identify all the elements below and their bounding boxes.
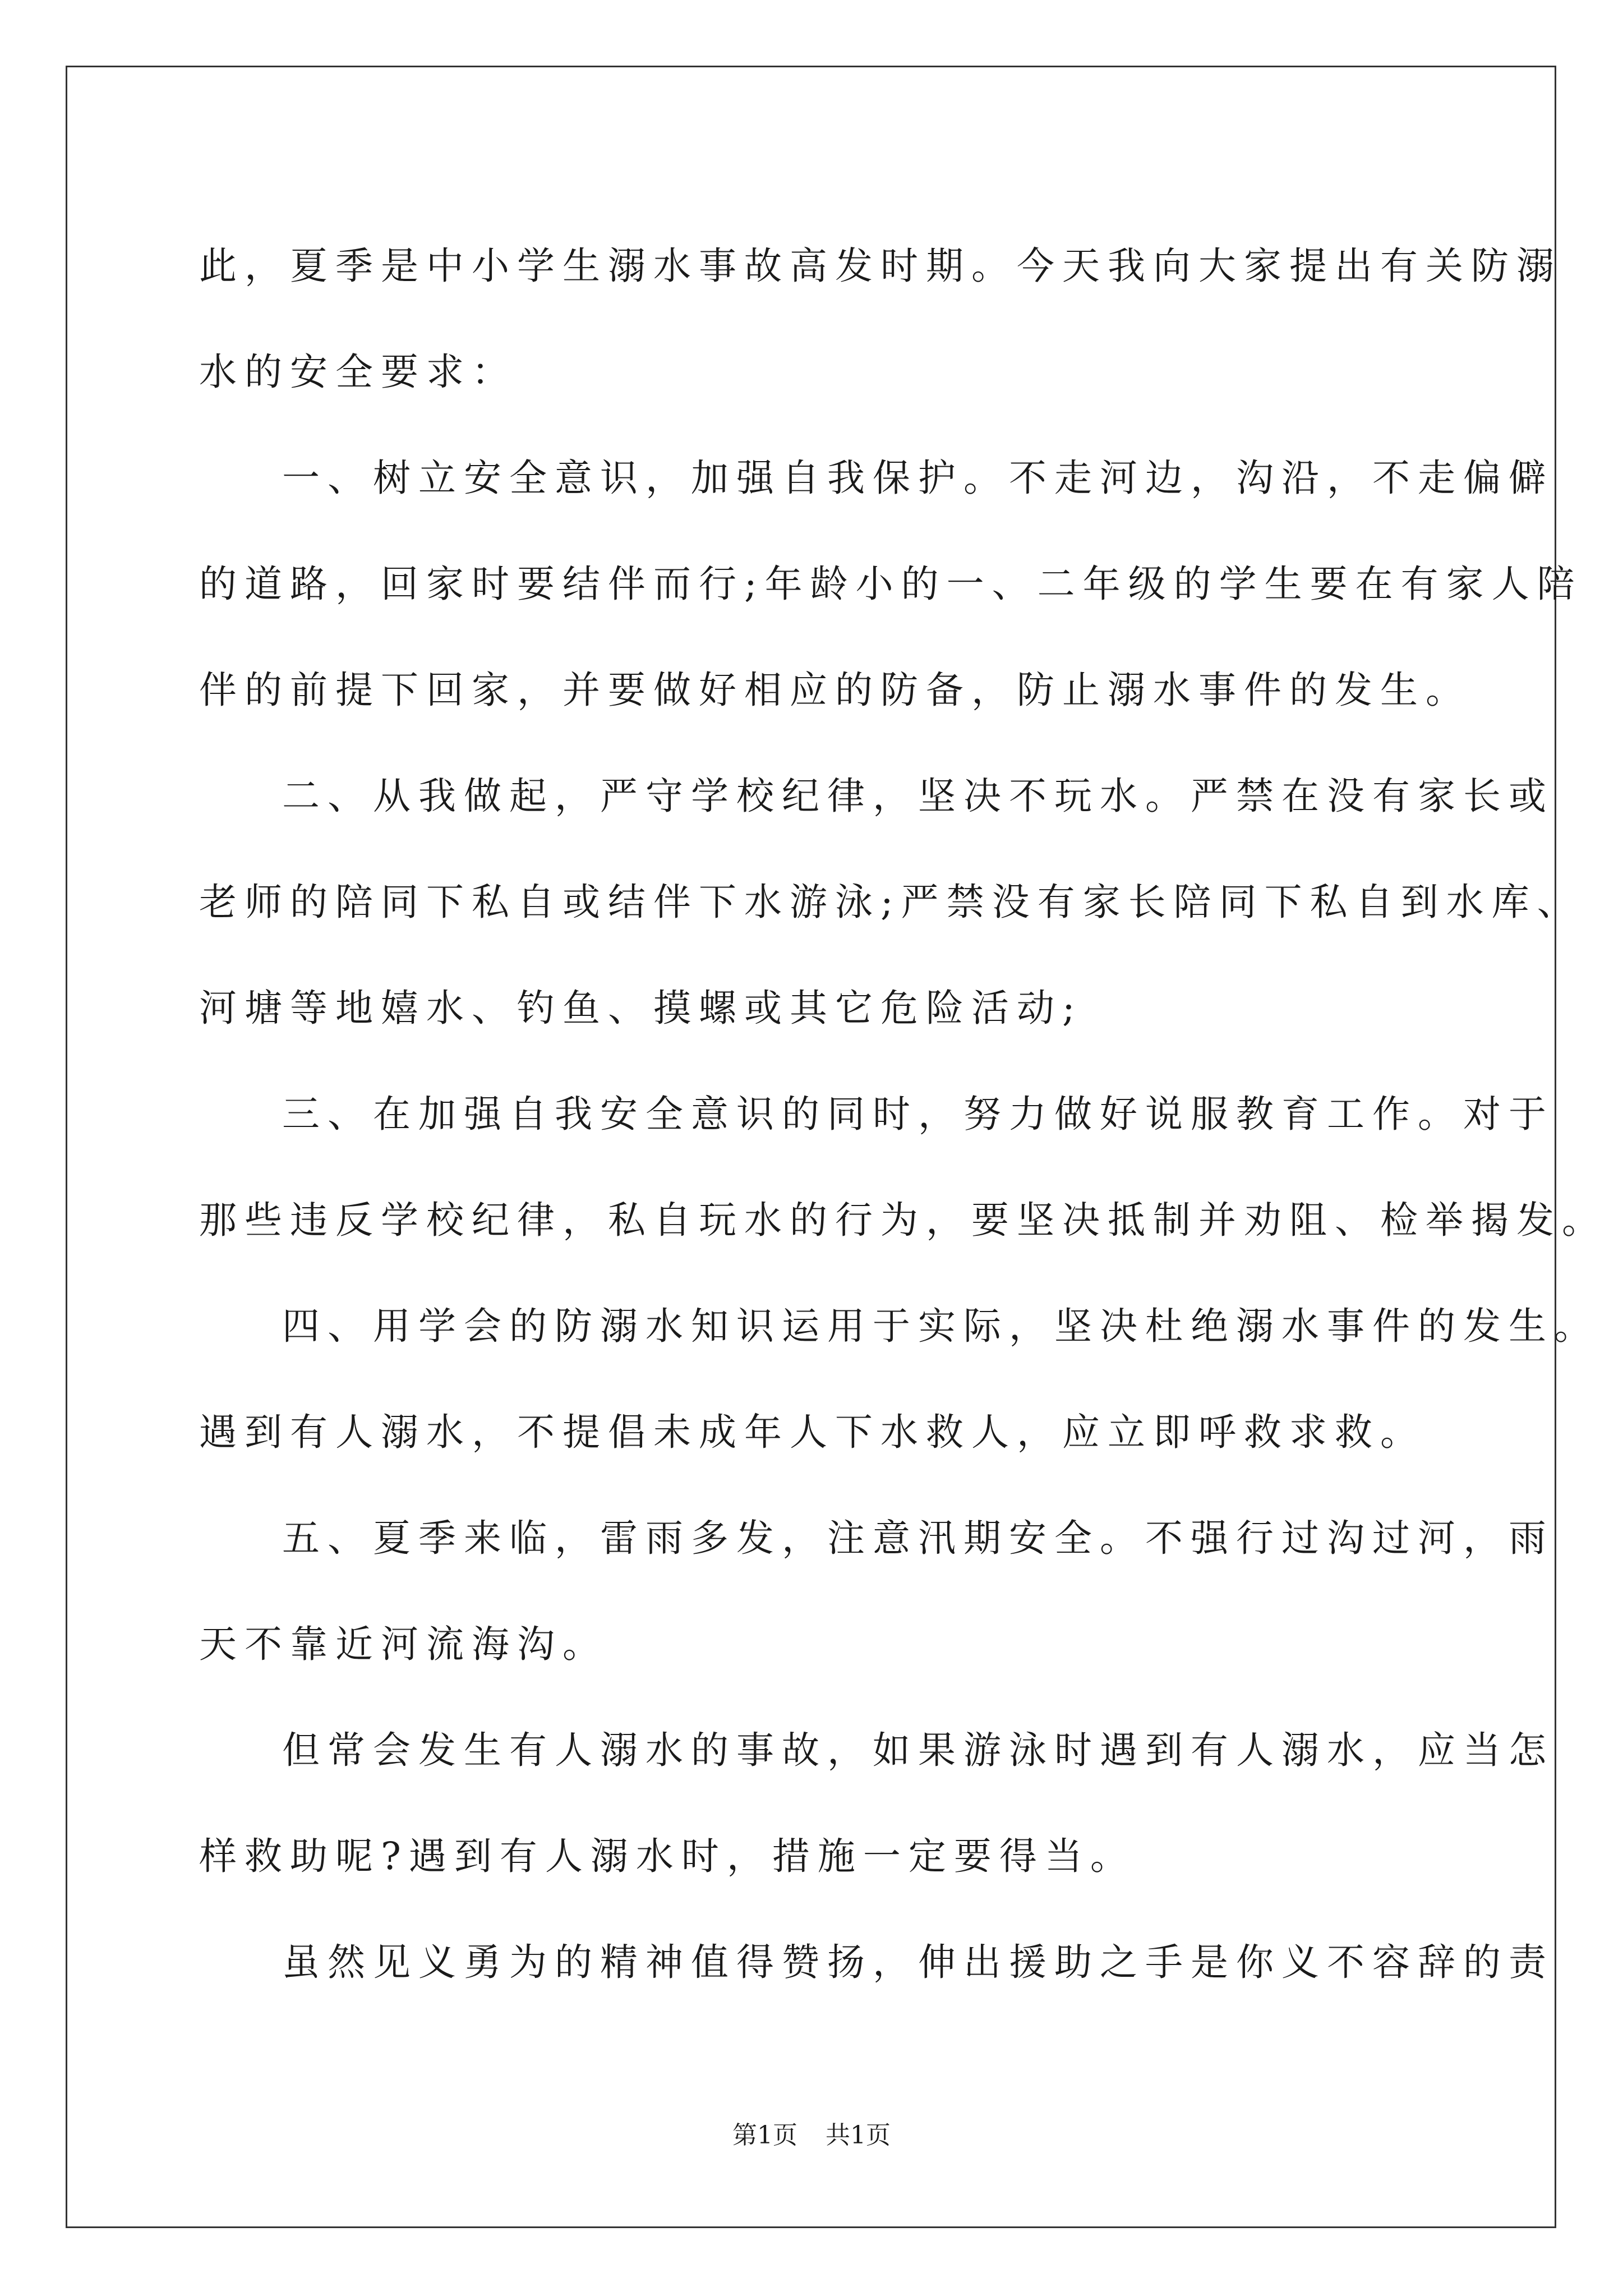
- text-line-10: 那些违反学校纪律，私自玩水的行为，要坚决抵制并劝阻、检举揭发。: [199, 1198, 1607, 1242]
- text-line-5: 伴的前提下回家，并要做好相应的防备，防止溺水事件的发生。: [199, 668, 1471, 712]
- text-line-3: 一、树立安全意识，加强自我保护。不走河边，沟沿，不走偏僻: [282, 456, 1554, 500]
- page-total: 共1页: [826, 2121, 891, 2150]
- text-line-2: 水的安全要求：: [199, 350, 517, 394]
- text-line-6: 二、从我做起，严守学校纪律，坚决不玩水。严禁在没有家长或: [282, 774, 1554, 818]
- document-body: [199, 213, 1607, 2016]
- text-line-14: 天不靠近河流海沟。: [199, 1622, 608, 1666]
- text-line-15: 但常会发生有人溺水的事故，如果游泳时遇到有人溺水，应当怎: [282, 1728, 1554, 1772]
- text-line-1: 此，夏季是中小学生溺水事故高发时期。今天我向大家提出有关防溺: [199, 244, 1562, 288]
- text-line-4: 的道路，回家时要结伴而行;年龄小的一、二年级的学生要在有家人陪: [199, 562, 1583, 606]
- text-line-12: 遇到有人溺水，不提倡未成年人下水救人，应立即呼救求救。: [199, 1410, 1426, 1454]
- page-footer: [0, 2115, 1623, 2151]
- text-line-11: 四、用学会的防溺水知识运用于实际，坚决杜绝溺水事件的发生。: [282, 1304, 1599, 1348]
- text-line-8: 河塘等地嬉水、钓鱼、摸螺或其它危险活动;: [199, 986, 1083, 1030]
- text-line-13: 五、夏季来临，雷雨多发，注意汛期安全。不强行过沟过河，雨: [282, 1516, 1554, 1560]
- page-number: 第1页: [732, 2121, 797, 2150]
- text-line-7: 老师的陪同下私自或结伴下水游泳;严禁没有家长陪同下私自到水库、: [199, 880, 1583, 924]
- text-line-16: 样救助呢?遇到有人溺水时，措施一定要得当。: [199, 1834, 1136, 1878]
- text-line-17: 虽然见义勇为的精神值得赞扬，伸出援助之手是你义不容辞的责: [282, 1940, 1554, 1984]
- text-line-9: 三、在加强自我安全意识的同时，努力做好说服教育工作。对于: [282, 1092, 1554, 1136]
